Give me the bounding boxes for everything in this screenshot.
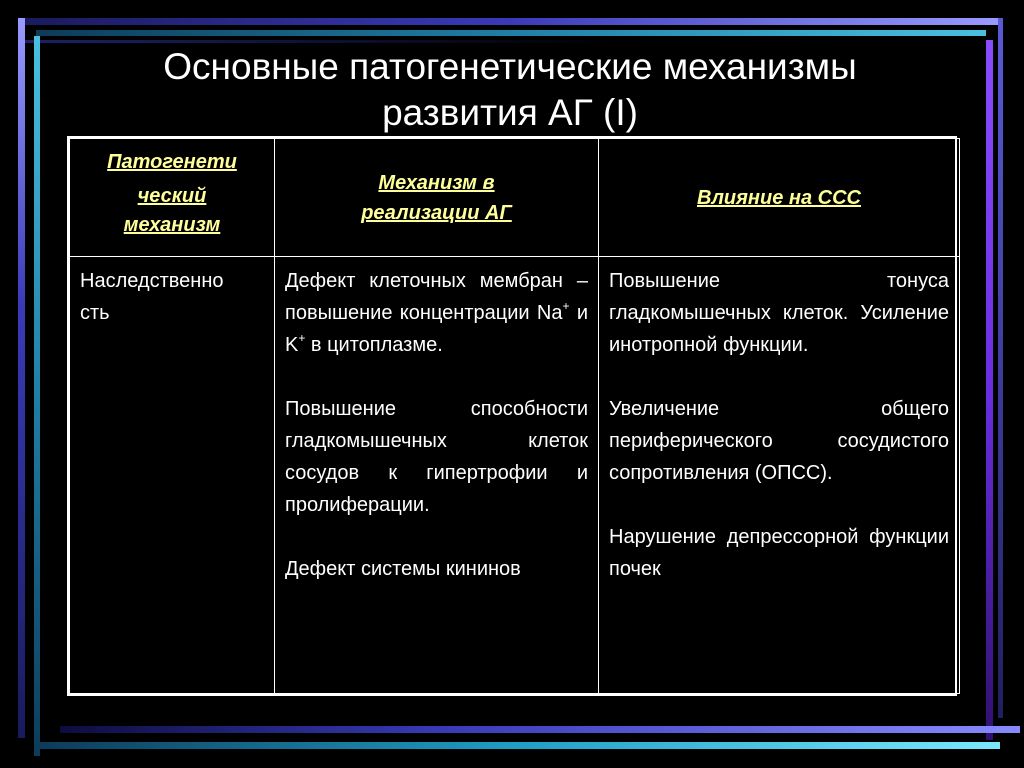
mechanism-paragraph-3: Дефект системы кининов xyxy=(285,558,521,580)
cell-heredity-line-1: Наследственно xyxy=(80,270,224,292)
mechanism-p1-text-a: Дефект клеточных мембран – повышение концентрации Na xyxy=(285,270,588,324)
mechanism-paragraph-2: Повышение способности гладкомышечных клеток сосудов к гипертрофии и пролиферации. xyxy=(285,398,588,516)
sodium-superscript: + xyxy=(562,299,570,313)
slide-title-line-2: развития АГ (I) xyxy=(382,92,638,133)
frame-bar-top-thin xyxy=(18,40,618,43)
mechanisms-table xyxy=(67,136,957,696)
header-col2-line-2: реализации АГ xyxy=(361,201,512,224)
header-col1-line-3: механизм xyxy=(123,214,221,236)
frame-bar-left-inner xyxy=(34,36,40,756)
effect-paragraph-1: Повышение тонуса гладкомышечных клеток. Усиление инотропной функции. xyxy=(609,270,949,356)
frame-bar-right xyxy=(986,40,993,740)
frame-bar-right-outer xyxy=(998,18,1003,718)
mechanism-paragraph-1 xyxy=(285,265,588,361)
slide-title-line-1: Основные патогенетические механизмы xyxy=(163,46,857,87)
cell-mechanisms xyxy=(275,257,599,694)
table-header-row xyxy=(70,139,960,257)
header-pathogenetic-mechanism xyxy=(70,139,275,257)
header-col1-line-1: Патогенети xyxy=(107,151,237,173)
cell-effects xyxy=(599,257,960,694)
header-col2-line-1: Механизм в xyxy=(378,171,495,194)
slide-title xyxy=(60,44,960,136)
potassium-superscript: + xyxy=(298,331,306,345)
header-effect-on-cvs: Влияние на ССС xyxy=(599,139,960,257)
frame-bar-bottom xyxy=(60,726,1020,733)
effect-paragraph-2: Увеличение общего периферического сосудистого сопротивления (ОПСС). xyxy=(609,398,949,484)
header-col1-line-2: ческий xyxy=(137,185,207,207)
header-mechanism-of-realization xyxy=(275,139,599,257)
frame-bar-bottom-inner xyxy=(40,742,1000,749)
mechanism-p1-text-c: в цитоплазме. xyxy=(305,334,443,356)
effect-paragraph-3: Нарушение депрессорной функции почек xyxy=(609,526,949,580)
mechanism-p1-text-b: и K xyxy=(285,302,588,356)
frame-bar-top-inner xyxy=(36,30,986,36)
cell-heredity-line-2: сть xyxy=(80,302,110,324)
table-row xyxy=(70,257,960,694)
frame-bar-top xyxy=(18,18,1000,25)
frame-bar-left xyxy=(18,18,25,738)
cell-heredity xyxy=(70,257,275,694)
mechanisms-table-grid xyxy=(69,138,960,694)
